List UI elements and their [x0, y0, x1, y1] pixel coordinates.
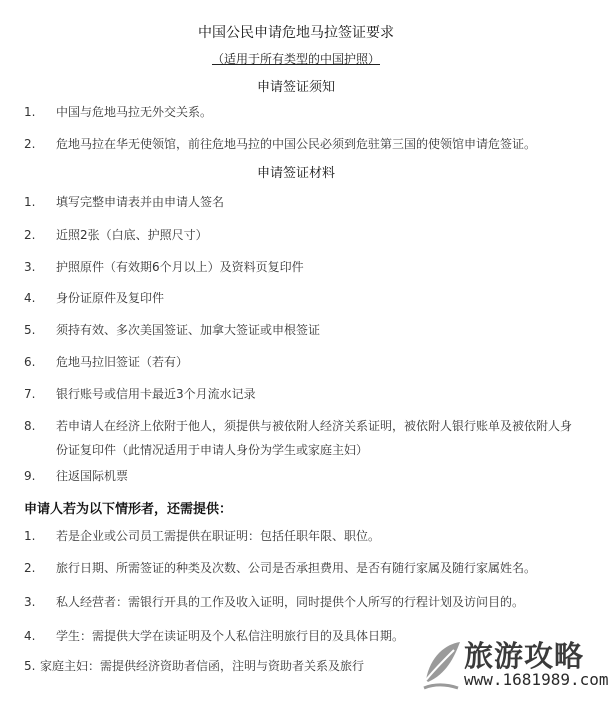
item-number: 5.: [24, 323, 36, 337]
item-number: 3.: [24, 260, 36, 274]
materials-item: [24, 414, 572, 462]
item-text: 若申请人在经济上依附于他人，须提供与被依附人经济关系证明，被依附人银行账单及被依附人身份证复印件（此情况适用于申请人身份为学生或家庭主妇）: [56, 419, 573, 457]
item-number: 4.: [24, 291, 36, 305]
item-number: 2.: [24, 228, 36, 242]
extra-item: [24, 556, 572, 580]
document-title: 中国公民申请危地马拉签证要求: [198, 25, 394, 41]
item-number: 1.: [24, 529, 36, 543]
item-number: 3.: [24, 595, 36, 609]
notice-item: [24, 100, 572, 124]
item-text: 填写完整申请表并由申请人签名: [56, 195, 225, 209]
item-number: 2.: [24, 561, 36, 575]
item-text: 近照2张（白底、护照尺寸）: [56, 228, 208, 242]
item-number: 1.: [24, 195, 36, 209]
extra-item: [24, 524, 572, 548]
document-subtitle: （适用于所有类型的中国护照）: [211, 52, 380, 66]
item-number: 7.: [24, 387, 36, 401]
item-number: 4.: [24, 629, 36, 643]
item-text: 护照原件（有效期6个月以上）及资料页复印件: [56, 260, 304, 274]
item-number: 6.: [24, 355, 36, 369]
item-text: 银行账号或信用卡最近3个月流水记录: [56, 387, 256, 401]
item-text: 若是企业或公司员工需提供在职证明：包括任职年限、职位。: [56, 529, 381, 543]
extra-item: [24, 590, 572, 614]
item-number: 1.: [24, 105, 36, 119]
item-number: 8.: [24, 419, 36, 433]
materials-item: [24, 286, 572, 310]
item-text: 私人经营者：需银行开具的工作及收入证明，同时提供个人所写的行程计划及访问目的。: [56, 595, 525, 609]
extra-item: [24, 624, 572, 648]
item-number: 5.: [24, 659, 36, 673]
item-text: 往返国际机票: [56, 469, 129, 483]
item-text: 危地马拉旧签证（若有）: [56, 355, 189, 369]
item-text: 家庭主妇：需提供经济资助者信函，注明与资助者关系及旅行: [40, 659, 365, 673]
item-text: 中国与危地马拉无外交关系。: [56, 105, 213, 119]
notice-heading: 申请签证须知: [256, 80, 335, 95]
extra-heading: 申请人若为以下情形者，还需提供：: [24, 502, 233, 517]
extra-item: [24, 654, 424, 678]
materials-item: [24, 350, 572, 374]
notice-item: [24, 132, 572, 156]
materials-item: [24, 318, 572, 342]
materials-heading: 申请签证材料: [256, 166, 335, 181]
item-number: 2.: [24, 137, 36, 151]
item-text: 学生：需提供大学在读证明及个人私信注明旅行目的及具体日期。: [56, 629, 405, 643]
item-text: 旅行日期、所需签证的种类及次数、公司是否承担费用、是否有随行家属及随行家属姓名。: [56, 561, 537, 575]
item-text: 危地马拉在华无使领馆，前往危地马拉的中国公民必须到危驻第三国的使领馆申请危签证。: [56, 137, 537, 151]
materials-item: [24, 223, 572, 247]
item-text: 身份证原件及复印件: [56, 291, 165, 305]
materials-item: [24, 255, 572, 279]
watermark-url: www.1681989.com: [464, 670, 609, 689]
watermark-brand: 旅游攻略: [464, 639, 585, 673]
materials-item: [24, 190, 572, 214]
materials-item: [24, 382, 572, 406]
item-text: 须持有效、多次美国签证、加拿大签证或申根签证: [56, 323, 321, 337]
item-number: 9.: [24, 469, 36, 483]
materials-item: [24, 464, 572, 488]
